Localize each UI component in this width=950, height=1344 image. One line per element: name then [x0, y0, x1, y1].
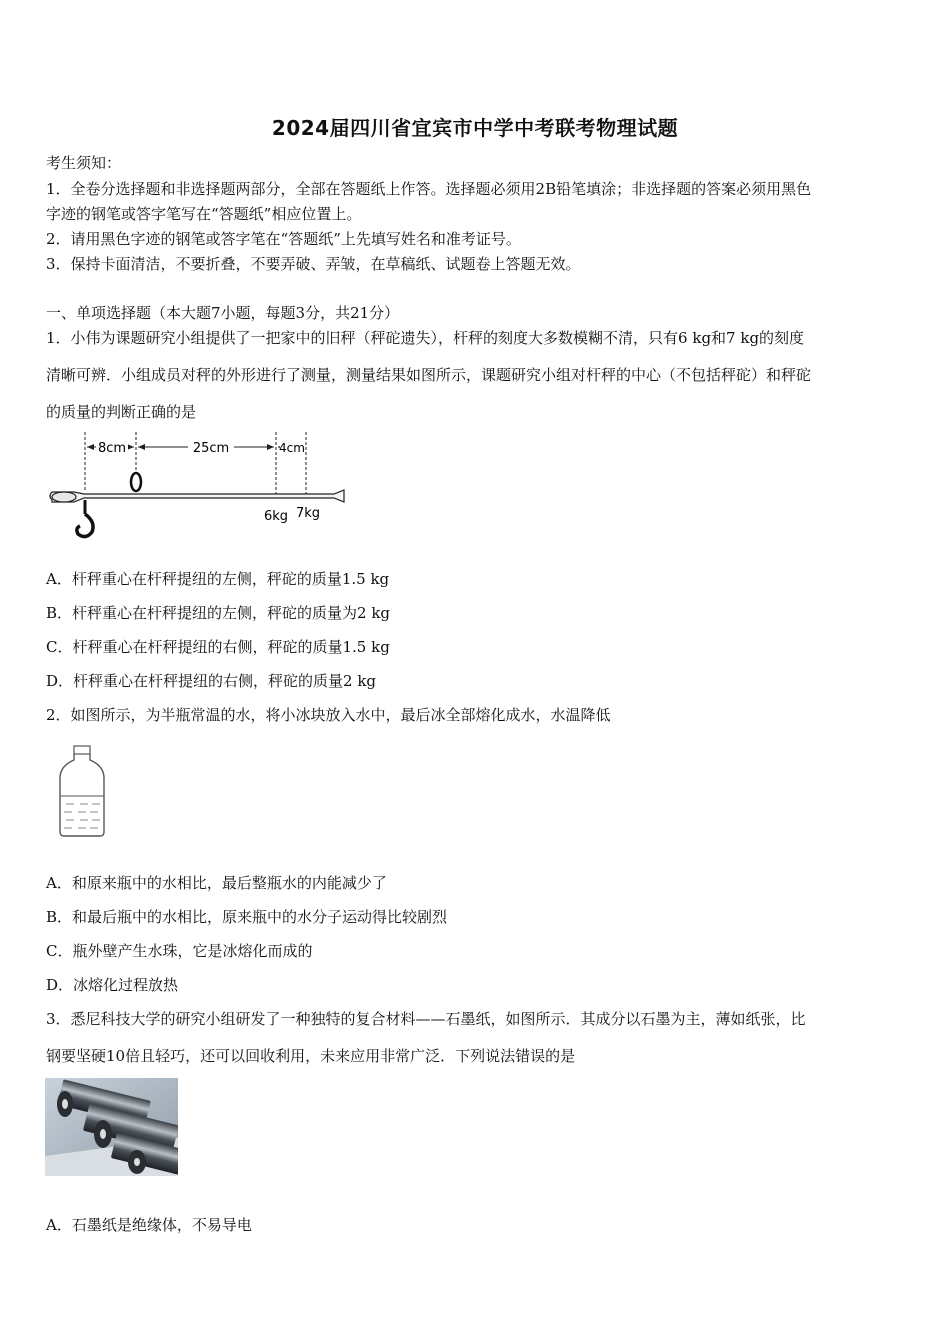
q1-option-b[interactable]: B．杆秤重心在杆秤提纽的左侧，秤砣的质量为2 kg [46, 604, 391, 622]
q3-option-a[interactable]: A．石墨纸是绝缘体，不易导电 [46, 1216, 252, 1234]
q1-option-c[interactable]: C．杆秤重心在杆秤提纽的右侧，秤砣的质量1.5 kg [46, 638, 390, 656]
q2-option-a[interactable]: A．和原来瓶中的水相比，最后整瓶水的内能减少了 [46, 874, 387, 892]
q3-text-line-2: 钢要坚硬10倍且轻巧，还可以回收利用，未来应用非常广泛．下列说法错误的是 [46, 1047, 576, 1065]
q3-text-line-1: 3．悉尼科技大学的研究小组研发了一种独特的复合材料——石墨纸，如图所示．其成分以石墨为主，薄如纸张，比 [46, 1010, 806, 1028]
notice-item-1: 1．全卷分选择题和非选择题两部分，全部在答题纸上作答。选择题必须用2B铅笔填涂；非选择题的答案必须用黑色 [46, 180, 812, 198]
dim-4cm: 4cm [279, 441, 305, 455]
mark-6kg: 6kg [263, 509, 289, 524]
graphite-paper-photo [45, 1078, 178, 1176]
mark-7kg: 7kg [295, 506, 321, 521]
q1-text-line-2: 清晰可辨．小组成员对秤的外形进行了测量，测量结果如图所示，课题研究小组对杆秤的中心（不包括秤砣）和秤砣 [46, 366, 812, 384]
q1-option-d[interactable]: D．杆秤重心在杆秤提纽的右侧，秤砣的质量2 kg [46, 672, 377, 690]
page-title: 2024届四川省宜宾市中学中考联考物理试题 [271, 116, 679, 140]
dim-25cm: 25cm [192, 441, 230, 456]
notice-item-2: 2．请用黑色字迹的钢笔或答字笔在“答题纸”上先填写姓名和准考证号。 [46, 230, 521, 248]
steelyard-figure [44, 430, 354, 545]
notice-heading: 考生须知： [46, 154, 122, 172]
q2-text: 2．如图所示，为半瓶常温的水，将小冰块放入水中，最后冰全部熔化成水，水温降低 [46, 706, 611, 724]
q2-option-d[interactable]: D．冰熔化过程放热 [46, 976, 179, 994]
q2-option-c[interactable]: C．瓶外壁产生水珠，它是冰熔化而成的 [46, 942, 313, 960]
section-heading: 一、单项选择题（本大题7小题，每题3分，共21分） [46, 304, 400, 322]
notice-item-1-cont: 字迹的钢笔或答字笔写在“答题纸”相应位置上。 [46, 205, 362, 223]
q1-text-line-1: 1．小伟为课题研究小组提供了一把家中的旧秤（秤砣遗失），杆秤的刻度大多数模糊不清，只有6 kg和7 kg的刻度 [46, 329, 805, 347]
bottle-figure [52, 742, 112, 840]
notice-item-3: 3．保持卡面清洁，不要折叠，不要弄破、弄皱，在草稿纸、试题卷上答题无效。 [46, 255, 581, 273]
q1-text-line-3: 的质量的判断正确的是 [46, 403, 197, 421]
q1-option-a[interactable]: A．杆秤重心在杆秤提纽的左侧，秤砣的质量1.5 kg [46, 570, 390, 588]
dim-8cm: 8cm [97, 441, 127, 456]
q2-option-b[interactable]: B．和最后瓶中的水相比，原来瓶中的水分子运动得比较剧烈 [46, 908, 448, 926]
